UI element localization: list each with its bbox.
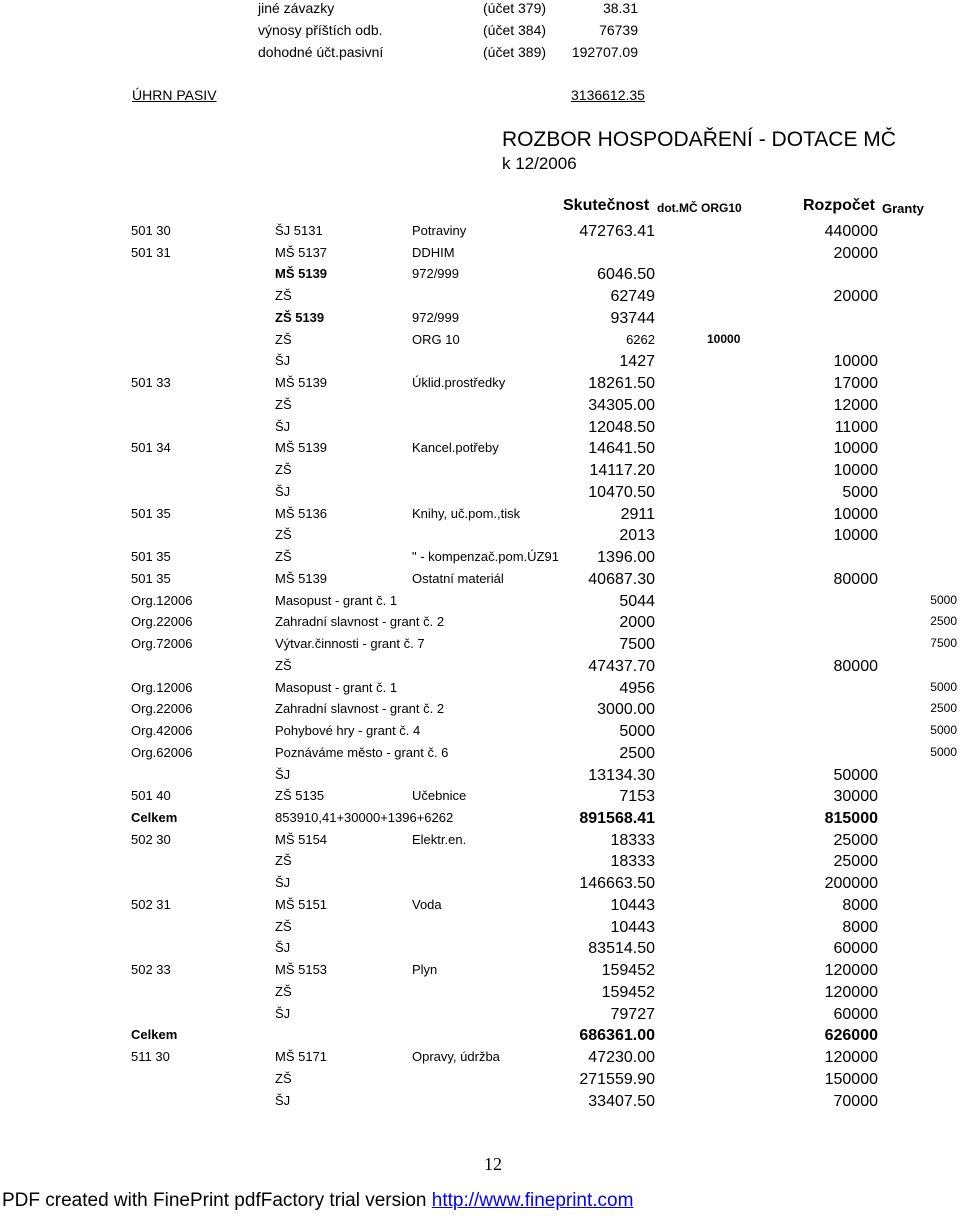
top-row-value: 76739 [599,22,638,38]
row-actual: 93744 [610,310,655,327]
row-actual: 14117.20 [589,462,655,479]
row-grant: 5000 [930,593,957,607]
row-account: 501 35 [131,571,171,586]
row-budget: 80000 [833,658,878,675]
row-budget: 70000 [833,1093,878,1110]
row-budget: 25000 [833,853,878,870]
row-budget: 120000 [824,984,878,1001]
row-actual: 2000 [619,614,655,631]
row-unit: Pohybové hry - grant č. 4 [275,723,421,738]
row-unit: MŠ 5154 [275,832,328,847]
row-account: 501 31 [131,245,171,260]
row-grant: 2500 [930,701,957,715]
top-row-value: 192707.09 [571,44,638,60]
row-unit: MŠ 5136 [275,506,328,521]
row-actual: 18333 [610,853,655,870]
row-account: 501 33 [131,375,171,390]
footer-line [2,1191,633,1210]
row-unit: ZŠ [275,919,292,934]
row-budget: 200000 [824,875,878,892]
row-actual: 3000.00 [597,701,655,718]
row-actual: 18261.50 [588,375,655,392]
row-unit: ŠJ [275,419,291,434]
row-actual: 891568.41 [579,810,655,827]
report-period: k 12/2006 [502,154,577,173]
row-account: Org.12006 [131,680,193,695]
total-liabilities-value: 3136612.35 [571,87,645,103]
row-budget: 10000 [833,440,878,457]
row-unit: ŠJ [275,767,291,782]
row-budget: 50000 [833,767,878,784]
row-account: 511 30 [131,1049,170,1064]
row-budget: 440000 [824,223,878,240]
row-budget: 8000 [842,919,878,936]
row-unit: MŠ 5139 [275,375,328,390]
row-unit: MŠ 5153 [275,962,328,977]
row-account: Org.72006 [131,636,193,651]
row-unit: ŠJ [275,875,291,890]
row-budget: 815000 [824,810,878,827]
row-actual: 146663.50 [579,875,655,892]
row-budget: 25000 [833,832,878,849]
row-item: Plyn [412,962,438,977]
row-actual: 686361.00 [579,1027,655,1044]
row-unit: Poznáváme město - grant č. 6 [275,745,449,760]
row-item: DDHIM [412,245,455,260]
row-actual: 34305.00 [588,397,655,414]
row-item: Knihy, uč.pom.,tisk [412,506,521,521]
row-actual: 1427 [619,353,655,370]
row-unit: Zahradní slavnost - grant č. 2 [275,614,445,629]
row-unit: ZŠ [275,397,292,412]
row-actual: 40687.30 [588,571,655,588]
row-account: 501 35 [131,549,171,564]
row-actual: 47230.00 [588,1049,655,1066]
row-unit: MŠ 5139 [275,571,328,586]
top-row-label: dohodné účt.pasivní [258,44,384,60]
row-actual: 159452 [601,984,655,1001]
row-unit: ZŠ 5135 [275,788,325,803]
row-unit: MŠ 5151 [275,897,328,912]
row-budget: 30000 [833,788,878,805]
row-actual: 6262 [626,332,655,347]
row-actual: 10443 [610,897,655,914]
row-item: Potraviny [412,223,467,238]
row-unit: ŠJ [275,353,291,368]
row-account: 502 33 [131,962,171,977]
row-budget: 20000 [833,288,878,305]
footer-text: PDF created with FinePrint pdfFactory trial version [2,1190,432,1211]
row-actual: 7153 [619,788,655,805]
row-item: 972/999 [412,266,459,281]
row-unit: MŠ 5139 [275,440,328,455]
row-item: Úklid.prostředky [412,375,506,390]
column-actual: Skutečnost [563,197,650,214]
row-budget: 20000 [833,245,878,262]
row-unit: ŠJ [275,1093,291,1108]
row-actual: 18333 [610,832,655,849]
top-row-value: 38.31 [602,0,638,16]
row-unit: ZŠ [275,332,292,347]
row-account: Org.22006 [131,701,193,716]
row-actual: 4956 [619,680,655,697]
row-unit: MŠ 5139 [275,266,328,281]
row-account: Celkem [131,810,178,825]
row-actual: 10470.50 [588,484,655,501]
row-unit: ŠJ [275,1006,291,1021]
row-item: ORG 10 [412,332,460,347]
row-grant: 5000 [930,680,957,694]
row-item: Učebnice [412,788,467,803]
row-unit: ZŠ [275,658,292,673]
row-account: Org.22006 [131,614,193,629]
row-unit: Masopust - grant č. 1 [275,593,398,608]
row-unit: ŠJ [275,484,291,499]
row-budget: 626000 [824,1027,878,1044]
row-unit: ZŠ [275,462,292,477]
row-account: Celkem [131,1027,178,1042]
column-grants: Granty [882,201,924,216]
row-actual: 79727 [610,1006,655,1023]
total-liabilities-label: ÚHRN PASIV [132,87,217,103]
row-actual: 1396.00 [597,549,655,566]
row-budget: 10000 [833,527,878,544]
row-item: Voda [412,897,442,912]
row-budget: 60000 [833,1006,878,1023]
row-actual: 83514.50 [588,940,655,957]
row-actual: 159452 [601,962,655,979]
footer-link[interactable]: http://www.fineprint.com [431,1190,634,1211]
row-grant: 7500 [930,636,957,650]
row-unit: ZŠ [275,549,292,564]
column-budget: Rozpočet [803,197,875,214]
row-actual: 271559.90 [579,1071,655,1088]
row-unit: ZŠ [275,527,292,542]
column-dot: dot.MČ ORG10 [657,201,742,215]
row-actual: 12048.50 [588,419,655,436]
row-unit: ŠJ [275,940,291,955]
row-budget: 12000 [833,397,878,414]
row-budget: 10000 [833,353,878,370]
top-row-label: jiné závazky [258,0,335,16]
row-item: 972/999 [412,310,459,325]
row-item: Opravy, údržba [412,1049,500,1064]
row-unit: ZŠ [275,984,292,999]
page-number: 12 [484,1154,502,1174]
row-item: Ostatní materiál [412,571,504,586]
row-actual: 2013 [619,527,655,544]
row-actual: 2911 [620,506,655,523]
row-account: Org.62006 [131,745,193,760]
row-budget: 17000 [833,375,878,392]
row-unit: Výtvar.činnosti - grant č. 7 [275,636,425,651]
row-item: Elektr.en. [412,832,467,847]
row-account: 502 31 [131,897,171,912]
row-budget: 150000 [824,1071,878,1088]
row-grant: 2500 [930,614,957,628]
row-actual: 62749 [610,288,655,305]
row-budget: 5000 [842,484,878,501]
row-account: 501 35 [131,506,171,521]
row-grant: 5000 [930,723,957,737]
row-budget: 120000 [824,962,878,979]
row-actual: 2500 [619,745,655,762]
row-unit: 853910,41+30000+1396+6262 [275,810,454,825]
row-actual: 7500 [619,636,655,653]
row-unit: MŠ 5137 [275,245,328,260]
row-budget: 80000 [833,571,878,588]
row-actual: 14641.50 [588,440,655,457]
row-budget: 11000 [834,419,878,436]
row-unit: ZŠ [275,1071,292,1086]
row-actual: 47437.70 [588,658,655,675]
row-budget: 10000 [833,462,878,479]
row-item: " - kompenzač.pom.ÚZ91 [412,549,559,564]
row-account: Org.42006 [131,723,193,738]
row-actual: 13134.30 [588,767,655,784]
row-account: Org.12006 [131,593,193,608]
row-actual: 10443 [610,919,655,936]
report-title: ROZBOR HOSPODAŘENÍ - DOTACE MČ [502,128,896,151]
top-row-account: (účet 389) [483,44,547,60]
row-actual: 472763.41 [579,223,655,240]
row-actual: 33407.50 [588,1093,655,1110]
row-budget: 120000 [824,1049,878,1066]
row-unit: ZŠ [275,853,292,868]
row-unit: ZŠ [275,288,292,303]
row-budget: 8000 [842,897,878,914]
row-unit: ZŠ 5139 [275,310,325,325]
row-grant: 5000 [930,745,957,759]
top-row-label: výnosy příštích odb. [258,22,383,38]
top-row-account: (účet 379) [483,0,547,16]
row-unit: Masopust - grant č. 1 [275,680,398,695]
row-account: 502 30 [131,832,171,847]
row-budget: 10000 [833,506,878,523]
row-dot: 10000 [707,332,741,346]
row-actual: 6046.50 [597,266,655,283]
row-account: 501 40 [131,788,171,803]
row-actual: 5000 [619,723,655,740]
row-account: 501 30 [131,223,171,238]
row-item: Kancel.potřeby [412,440,499,455]
row-unit: Zahradní slavnost - grant č. 2 [275,701,445,716]
top-row-account: (účet 384) [483,22,547,38]
row-unit: ŠJ 5131 [275,223,323,238]
row-unit: MŠ 5171 [275,1049,328,1064]
row-budget: 60000 [833,940,878,957]
row-account: 501 34 [131,440,171,455]
row-actual: 5044 [619,593,655,610]
